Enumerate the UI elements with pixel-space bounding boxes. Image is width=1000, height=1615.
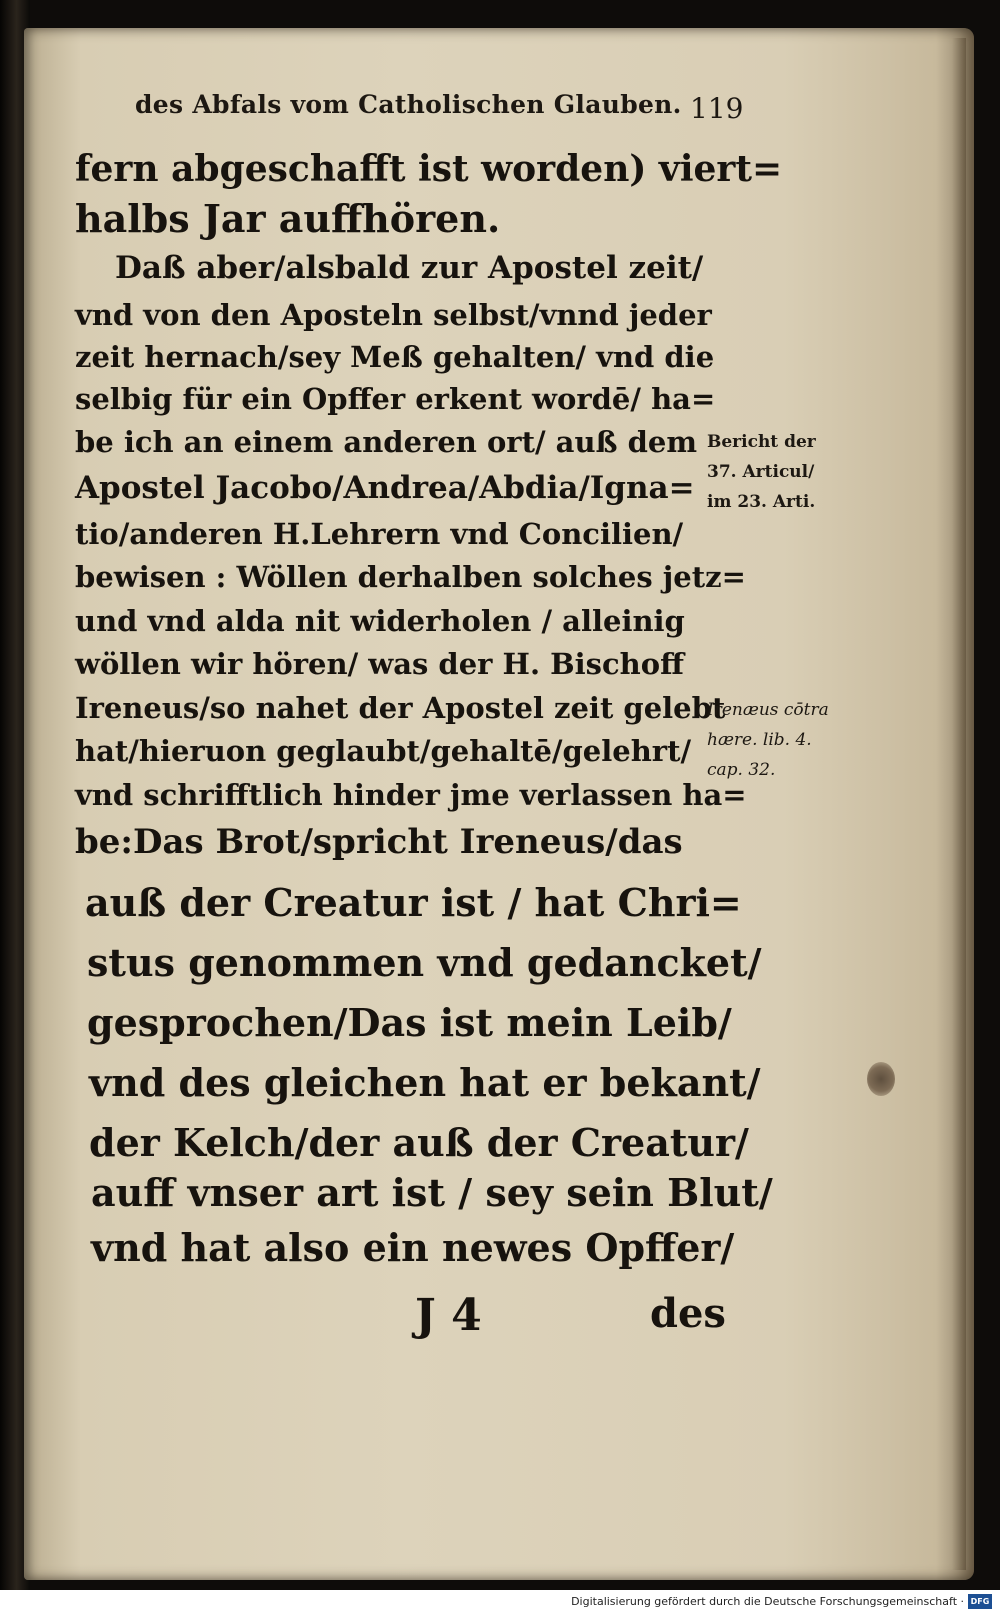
text-line: fern abgeschafft ist worden) viert=	[75, 148, 783, 190]
text-line: vnd von den Aposteln selbst/vnnd jeder	[75, 298, 712, 332]
marginal-note: cap. 32.	[707, 760, 776, 780]
text-line: auß der Creatur ist / hat Chri=	[85, 880, 742, 925]
text-line: hat/hieruon geglaubt/gehaltē/gelehrt/	[75, 734, 692, 768]
page-stain	[867, 1062, 895, 1096]
signature-mark: J 4	[415, 1290, 482, 1341]
text-line: be:Das Brot/spricht Ireneus/das	[75, 822, 683, 862]
text-line: Ireneus/so nahet der Apostel zeit gelebt	[75, 691, 726, 725]
footer-bar	[0, 1590, 1000, 1615]
text-line: selbig für ein Opffer erkent wordē/ ha=	[75, 382, 716, 416]
text-line: tio/anderen H.Lehrern vnd Concilien/	[75, 517, 684, 551]
text-line: der Kelch/der auß der Creatur/	[89, 1120, 749, 1165]
dfg-credit: Digitalisierung gefördert durch die Deutsche Forschungsgemeinschaft ·	[571, 1595, 964, 1608]
page-fold-shadow	[952, 38, 966, 1570]
text-line: gesprochen/Das ist mein Leib/	[87, 1000, 732, 1045]
text-line: stus genommen vnd gedancket/	[87, 940, 762, 985]
marginal-note: 37. Articul/	[707, 462, 815, 482]
text-line: vnd hat also ein newes Opffer/	[91, 1225, 735, 1270]
dfg-logo-icon: DFG	[968, 1594, 992, 1609]
text-line: vnd schrifftlich hinder jme verlassen ha=	[75, 778, 747, 812]
marginal-note: Bericht der	[707, 432, 816, 452]
page-number: 119	[690, 92, 744, 125]
marginal-note: hære. lib. 4.	[707, 730, 812, 750]
marginal-note: Irenæus cōtra	[707, 700, 829, 720]
text-line: und vnd alda nit widerholen / alleinig	[75, 604, 685, 638]
text-line: Apostel Jacobo/Andrea/Abdia/Igna=	[75, 470, 695, 506]
marginal-note: im 23. Arti.	[707, 492, 816, 512]
text-line: be ich an einem anderen ort/ auß dem	[75, 425, 698, 459]
text-line: auff vnser art ist / sey sein Blut/	[91, 1170, 773, 1215]
text-line: Daß aber/alsbald zur Apostel zeit/	[115, 250, 704, 286]
catchword: des	[650, 1290, 726, 1337]
text-line: vnd des gleichen hat er bekant/	[89, 1060, 761, 1105]
text-line: zeit hernach/sey Meß gehalten/ vnd die	[75, 340, 715, 374]
text-line: wöllen wir hören/ was der H. Bischoff	[75, 647, 684, 681]
running-head: des Abfals vom Catholischen Glauben.	[135, 90, 682, 119]
text-line: bewisen : Wöllen derhalben solches jetz=	[75, 560, 746, 594]
text-line: halbs Jar auffhören.	[75, 196, 501, 241]
